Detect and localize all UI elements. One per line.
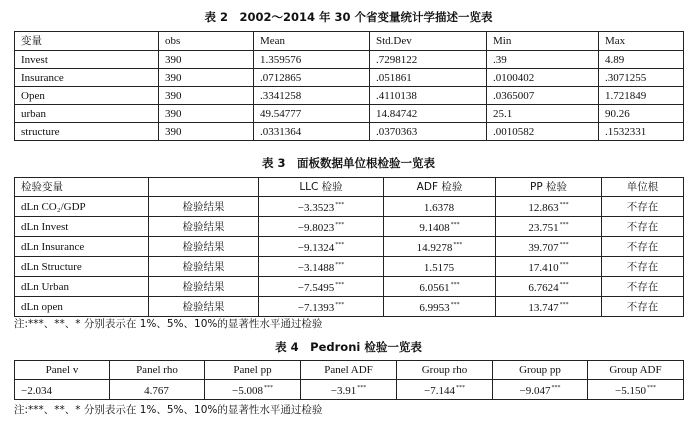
table3-caption: 表 3 面板数据单位根检验一览表 bbox=[261, 156, 435, 170]
table-cell: Invest bbox=[15, 51, 159, 69]
table2-header-row bbox=[15, 32, 684, 51]
table4-header-cell: Panel v bbox=[15, 361, 110, 380]
table-cell: −5.008*** bbox=[205, 380, 301, 400]
table-row bbox=[15, 123, 684, 141]
table-cell: 390 bbox=[159, 105, 254, 123]
table4-header-cell: Panel rho bbox=[110, 361, 205, 380]
table3-header-row bbox=[15, 178, 684, 197]
table2-header-cell: obs bbox=[159, 32, 254, 51]
table-cell: 检验结果 bbox=[149, 237, 259, 257]
table3-header-cell bbox=[149, 178, 259, 197]
table2-header-cell: Mean bbox=[254, 32, 370, 51]
table-cell: 6.7624*** bbox=[496, 277, 602, 297]
table-row bbox=[15, 51, 684, 69]
table-cell: dLn Insurance bbox=[15, 237, 149, 257]
table4-header-cell: Group rho bbox=[397, 361, 493, 380]
table-cell: −7.5495*** bbox=[259, 277, 384, 297]
table-cell: urban bbox=[15, 105, 159, 123]
table-cell: .4110138 bbox=[370, 87, 487, 105]
table3-header-cell: 检验变量 bbox=[15, 178, 149, 197]
table3 bbox=[14, 177, 684, 317]
table-cell: 1.359576 bbox=[254, 51, 370, 69]
table-cell: 检验结果 bbox=[149, 197, 259, 217]
table-cell: −9.047*** bbox=[493, 380, 588, 400]
table-cell: 390 bbox=[159, 87, 254, 105]
table-cell: −2.034 bbox=[15, 380, 110, 400]
table-row bbox=[15, 105, 684, 123]
table-cell: 1.5175 bbox=[384, 257, 496, 277]
table-row bbox=[15, 297, 684, 317]
table-cell: 1.721849 bbox=[599, 87, 684, 105]
table-cell: 390 bbox=[159, 123, 254, 141]
table-cell: .3341258 bbox=[254, 87, 370, 105]
table-row bbox=[15, 380, 684, 400]
table-cell: .39 bbox=[487, 51, 599, 69]
table-cell: 不存在 bbox=[602, 197, 684, 217]
table-cell: −7.144*** bbox=[397, 380, 493, 400]
table-row bbox=[15, 237, 684, 257]
table-cell: 不存在 bbox=[602, 297, 684, 317]
table-cell: 49.54777 bbox=[254, 105, 370, 123]
table-cell: −9.1324*** bbox=[259, 237, 384, 257]
table-cell: 不存在 bbox=[602, 277, 684, 297]
table-cell: dLn CO₂/GDP bbox=[15, 197, 149, 217]
table2-header-cell: Min bbox=[487, 32, 599, 51]
table-row bbox=[15, 87, 684, 105]
table-cell: 14.9278*** bbox=[384, 237, 496, 257]
table-cell: Insurance bbox=[15, 69, 159, 87]
table4-note: 注:***、**、* 分别表示在 1%、5%、10%的显著性水平通过检验 bbox=[14, 404, 323, 416]
table-row bbox=[15, 69, 684, 87]
table-cell: 检验结果 bbox=[149, 297, 259, 317]
table-cell: structure bbox=[15, 123, 159, 141]
table3-header-cell: PP 检验 bbox=[496, 178, 602, 197]
table-row bbox=[15, 257, 684, 277]
table-cell: 390 bbox=[159, 51, 254, 69]
table-cell: 检验结果 bbox=[149, 217, 259, 237]
table-cell: −7.1393*** bbox=[259, 297, 384, 317]
table-cell: .0370363 bbox=[370, 123, 487, 141]
table2-header-cell: Std.Dev bbox=[370, 32, 487, 51]
table-cell: 检验结果 bbox=[149, 277, 259, 297]
table-cell: .1532331 bbox=[599, 123, 684, 141]
table-cell: dLn Urban bbox=[15, 277, 149, 297]
table-cell: 9.1408*** bbox=[384, 217, 496, 237]
table4-header-cell: Panel pp bbox=[205, 361, 301, 380]
table-cell: 检验结果 bbox=[149, 257, 259, 277]
table-cell: −9.8023*** bbox=[259, 217, 384, 237]
table-cell: 25.1 bbox=[487, 105, 599, 123]
table-cell: .7298122 bbox=[370, 51, 487, 69]
table3-header-cell: LLC 检验 bbox=[259, 178, 384, 197]
table-cell: 14.84742 bbox=[370, 105, 487, 123]
table-row bbox=[15, 217, 684, 237]
table-cell: 39.707*** bbox=[496, 237, 602, 257]
table-cell: 17.410*** bbox=[496, 257, 602, 277]
table-row bbox=[15, 197, 684, 217]
table-cell: −3.1488*** bbox=[259, 257, 384, 277]
table3-note: 注:***、**、* 分别表示在 1%、5%、10%的显著性水平通过检验 bbox=[14, 318, 323, 330]
table-row bbox=[15, 277, 684, 297]
table-cell: 6.0561*** bbox=[384, 277, 496, 297]
table-cell: dLn Structure bbox=[15, 257, 149, 277]
table-cell: −5.150*** bbox=[588, 380, 684, 400]
table-cell: 23.751*** bbox=[496, 217, 602, 237]
table-cell: 4.89 bbox=[599, 51, 684, 69]
table-cell: −3.3523*** bbox=[259, 197, 384, 217]
table2-caption: 表 2 2002～2014 年 30 个省变量统计学描述一览表 bbox=[204, 10, 493, 24]
table-cell: 13.747*** bbox=[496, 297, 602, 317]
table-cell: .0010582 bbox=[487, 123, 599, 141]
table-cell: 1.6378 bbox=[384, 197, 496, 217]
table-cell: .0365007 bbox=[487, 87, 599, 105]
table4-header-row bbox=[15, 361, 684, 380]
table4-header-cell: Group pp bbox=[493, 361, 588, 380]
table-cell: dLn open bbox=[15, 297, 149, 317]
table-cell: .0331364 bbox=[254, 123, 370, 141]
table-cell: −3.91*** bbox=[301, 380, 397, 400]
table-cell: .0100402 bbox=[487, 69, 599, 87]
table-cell: 6.9953*** bbox=[384, 297, 496, 317]
table3-header-cell: 单位根 bbox=[602, 178, 684, 197]
table-cell: 4.767 bbox=[110, 380, 205, 400]
table-cell: .3071255 bbox=[599, 69, 684, 87]
table2-header-cell: Max bbox=[599, 32, 684, 51]
table-cell: .0712865 bbox=[254, 69, 370, 87]
table4-caption: 表 4 Pedroni 检验一览表 bbox=[275, 340, 422, 354]
table-cell: Open bbox=[15, 87, 159, 105]
table4-header-cell: Group ADF bbox=[588, 361, 684, 380]
table4 bbox=[14, 360, 684, 400]
table-cell: 不存在 bbox=[602, 217, 684, 237]
table-cell: .051861 bbox=[370, 69, 487, 87]
table-cell: 不存在 bbox=[602, 257, 684, 277]
table-cell: 390 bbox=[159, 69, 254, 87]
table-cell: dLn Invest bbox=[15, 217, 149, 237]
table2 bbox=[14, 31, 684, 141]
table-cell: 12.863*** bbox=[496, 197, 602, 217]
table-cell: 90.26 bbox=[599, 105, 684, 123]
table4-header-cell: Panel ADF bbox=[301, 361, 397, 380]
table-cell: 不存在 bbox=[602, 237, 684, 257]
table3-header-cell: ADF 检验 bbox=[384, 178, 496, 197]
table2-header-cell: 变量 bbox=[15, 32, 159, 51]
